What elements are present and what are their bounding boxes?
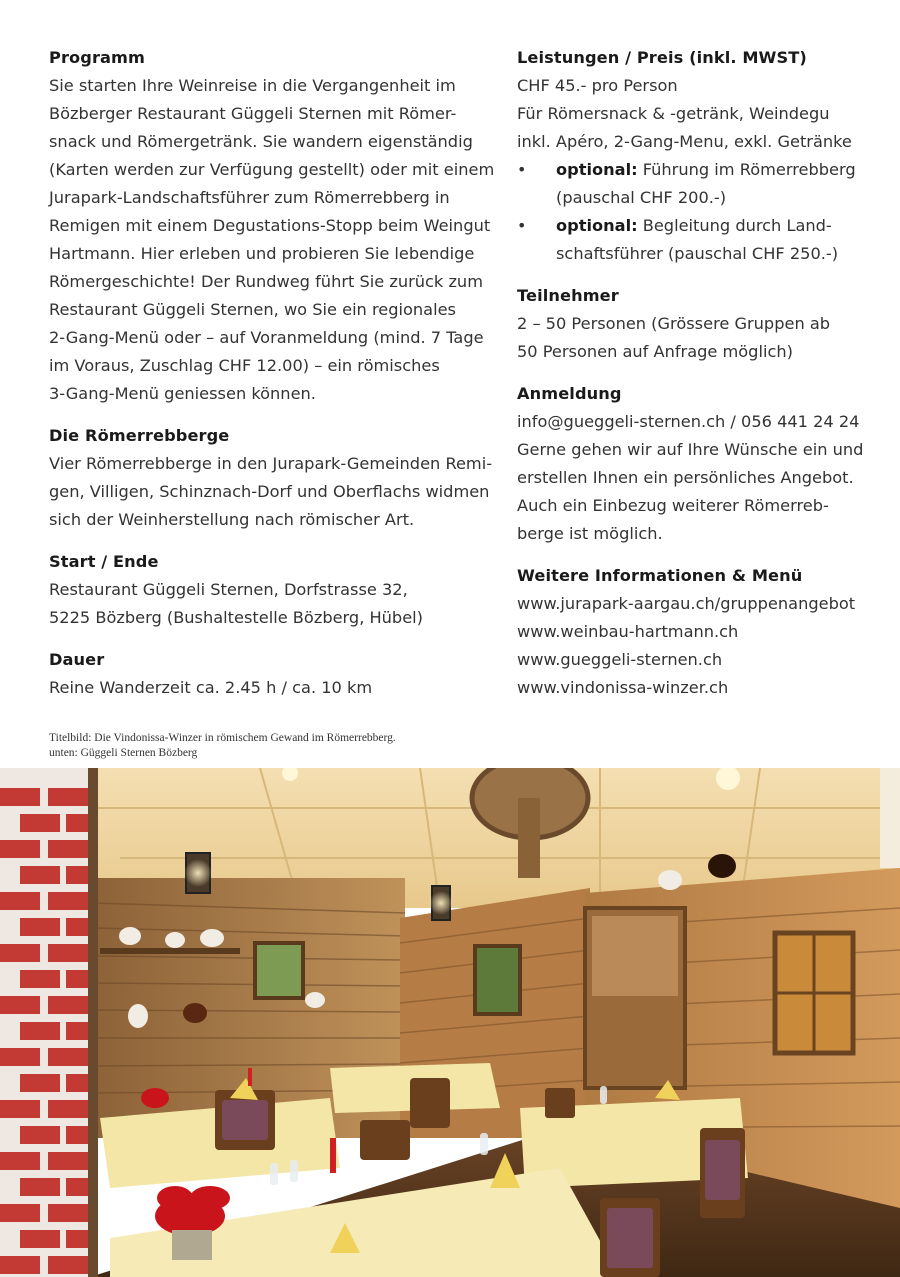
programm-line: 3-Gang-Menü geniessen können.: [49, 384, 316, 403]
option-text-cont: schaftsführer (pauschal CHF 250.-): [556, 244, 839, 263]
window-left: [255, 943, 303, 998]
leistungen-heading: Leistungen / Preis (inkl. MWST): [517, 48, 807, 67]
anmeldung-line: erstellen Ihnen ein persönliches Angebot.: [517, 468, 854, 487]
restaurant-photo: [0, 768, 900, 1277]
link-weinbau-hartmann[interactable]: www.weinbau-hartmann.ch: [517, 622, 739, 641]
start-ende-heading: Start / Ende: [49, 552, 159, 571]
teilnehmer-line: 50 Personen auf Anfrage möglich): [517, 342, 793, 361]
section-programm: [49, 44, 495, 408]
contact-line[interactable]: info@gueggeli-sternen.ch / 056 441 24 24: [517, 412, 860, 431]
programm-line: Bözberger Restaurant Güggeli Sternen mit Römer-: [49, 104, 457, 123]
shelf: [100, 948, 240, 954]
programm-line: Restaurant Güggeli Sternen, wo Sie ein regionales: [49, 300, 456, 319]
roemerrebberge-line: gen, Villigen, Schinznach-Dorf und Oberflachs widmen: [49, 482, 490, 501]
caption-line: Titelbild: Die Vindonissa-Winzer in römischem Gewand im Römerrebberg.: [49, 732, 396, 744]
programm-line: Sie starten Ihre Weinreise in die Vergangenheit im: [49, 76, 456, 95]
programm-line: 2-Gang-Menü oder – auf Voranmeldung (mind. 7 Tage: [49, 328, 484, 347]
programm-heading: Programm: [49, 48, 145, 67]
right-column: [517, 44, 877, 716]
leistungen-line: Für Römersnack & -getränk, Weindegu: [517, 104, 830, 123]
dauer-heading: Dauer: [49, 650, 105, 669]
option-text: Begleitung durch Land-: [637, 216, 832, 235]
roemerrebberge-heading: Die Römerrebberge: [49, 426, 230, 445]
section-weitere: [517, 562, 877, 702]
caption-line: unten: Güggeli Sternen Bözberg: [49, 747, 198, 759]
programm-line: snack und Römergetränk. Sie wandern eigenständig: [49, 132, 473, 151]
candle: [330, 1138, 336, 1173]
window-middle: [475, 946, 520, 1014]
anmeldung-line: Auch ein Einbezug weiterer Römerreb-: [517, 496, 829, 515]
link-vindonissa-winzer[interactable]: www.vindonissa-winzer.ch: [517, 678, 729, 697]
right-edge-column: [880, 768, 900, 868]
programm-line: Hartmann. Hier erleben und probieren Sie lebendige: [49, 244, 475, 263]
dauer-line: Reine Wanderzeit ca. 2.45 h / ca. 10 km: [49, 678, 373, 697]
photo-caption: [49, 731, 549, 761]
flower-pot: [172, 1230, 212, 1260]
option-label: optional:: [556, 160, 638, 179]
section-anmeldung: [517, 380, 877, 548]
programm-line: (Karten werden zur Verfügung gestellt) oder mit einem: [49, 160, 495, 179]
leistungen-line: inkl. Apéro, 2-Gang-Menu, exkl. Getränke: [517, 132, 852, 151]
section-leistungen: [517, 44, 877, 268]
section-dauer: [49, 646, 481, 702]
option-item: [517, 212, 877, 268]
programm-line: Remigen mit einem Degustations-Stopp beim Weingut: [49, 216, 491, 235]
price-line: CHF 45.- pro Person: [517, 76, 678, 95]
link-gueggeli-sternen[interactable]: www.gueggeli-sternen.ch: [517, 650, 723, 669]
programm-line: Jurapark-Landschaftsführer zum Römerrebberg in: [49, 188, 450, 207]
roemerrebberge-line: Vier Römerrebberge in den Jurapark-Gemeinden Remi-: [49, 454, 493, 473]
teilnehmer-heading: Teilnehmer: [517, 286, 619, 305]
programm-line: Römergeschichte! Der Rundweg führt Sie zurück zum: [49, 272, 483, 291]
start-ende-line: Restaurant Güggeli Sternen, Dorfstrasse 32,: [49, 580, 408, 599]
door-frame: [88, 768, 98, 1277]
left-column: [49, 44, 495, 716]
section-roemerrebberge: [49, 422, 493, 534]
roemerrebberge-line: sich der Weinherstellung nach römischer Art.: [49, 510, 415, 529]
coop-mesh: [592, 916, 678, 996]
options-list: [517, 156, 877, 268]
option-label: optional:: [556, 216, 638, 235]
option-item: [517, 156, 877, 212]
teilnehmer-line: 2 – 50 Personen (Grössere Gruppen ab: [517, 314, 831, 333]
option-text: Führung im Römerrebberg: [637, 160, 856, 179]
anmeldung-line: Gerne gehen wir auf Ihre Wünsche ein und: [517, 440, 864, 459]
weitere-heading: Weitere Informationen & Menü: [517, 566, 803, 585]
option-text-cont: (pauschal CHF 200.-): [556, 188, 727, 207]
programm-line: im Voraus, Zuschlag CHF 12.00) – ein römisches: [49, 356, 440, 375]
anmeldung-heading: Anmeldung: [517, 384, 622, 403]
section-teilnehmer: [517, 282, 877, 366]
rooster-figure: [708, 854, 736, 878]
start-ende-line: 5225 Bözberg (Bushaltestelle Bözberg, Hübel): [49, 608, 423, 627]
restaurant-illustration: [0, 768, 900, 1277]
section-start-ende: [49, 548, 481, 632]
anmeldung-line: berge ist möglich.: [517, 524, 663, 543]
link-jurapark[interactable]: www.jurapark-aargau.ch/gruppenangebot: [517, 594, 856, 613]
